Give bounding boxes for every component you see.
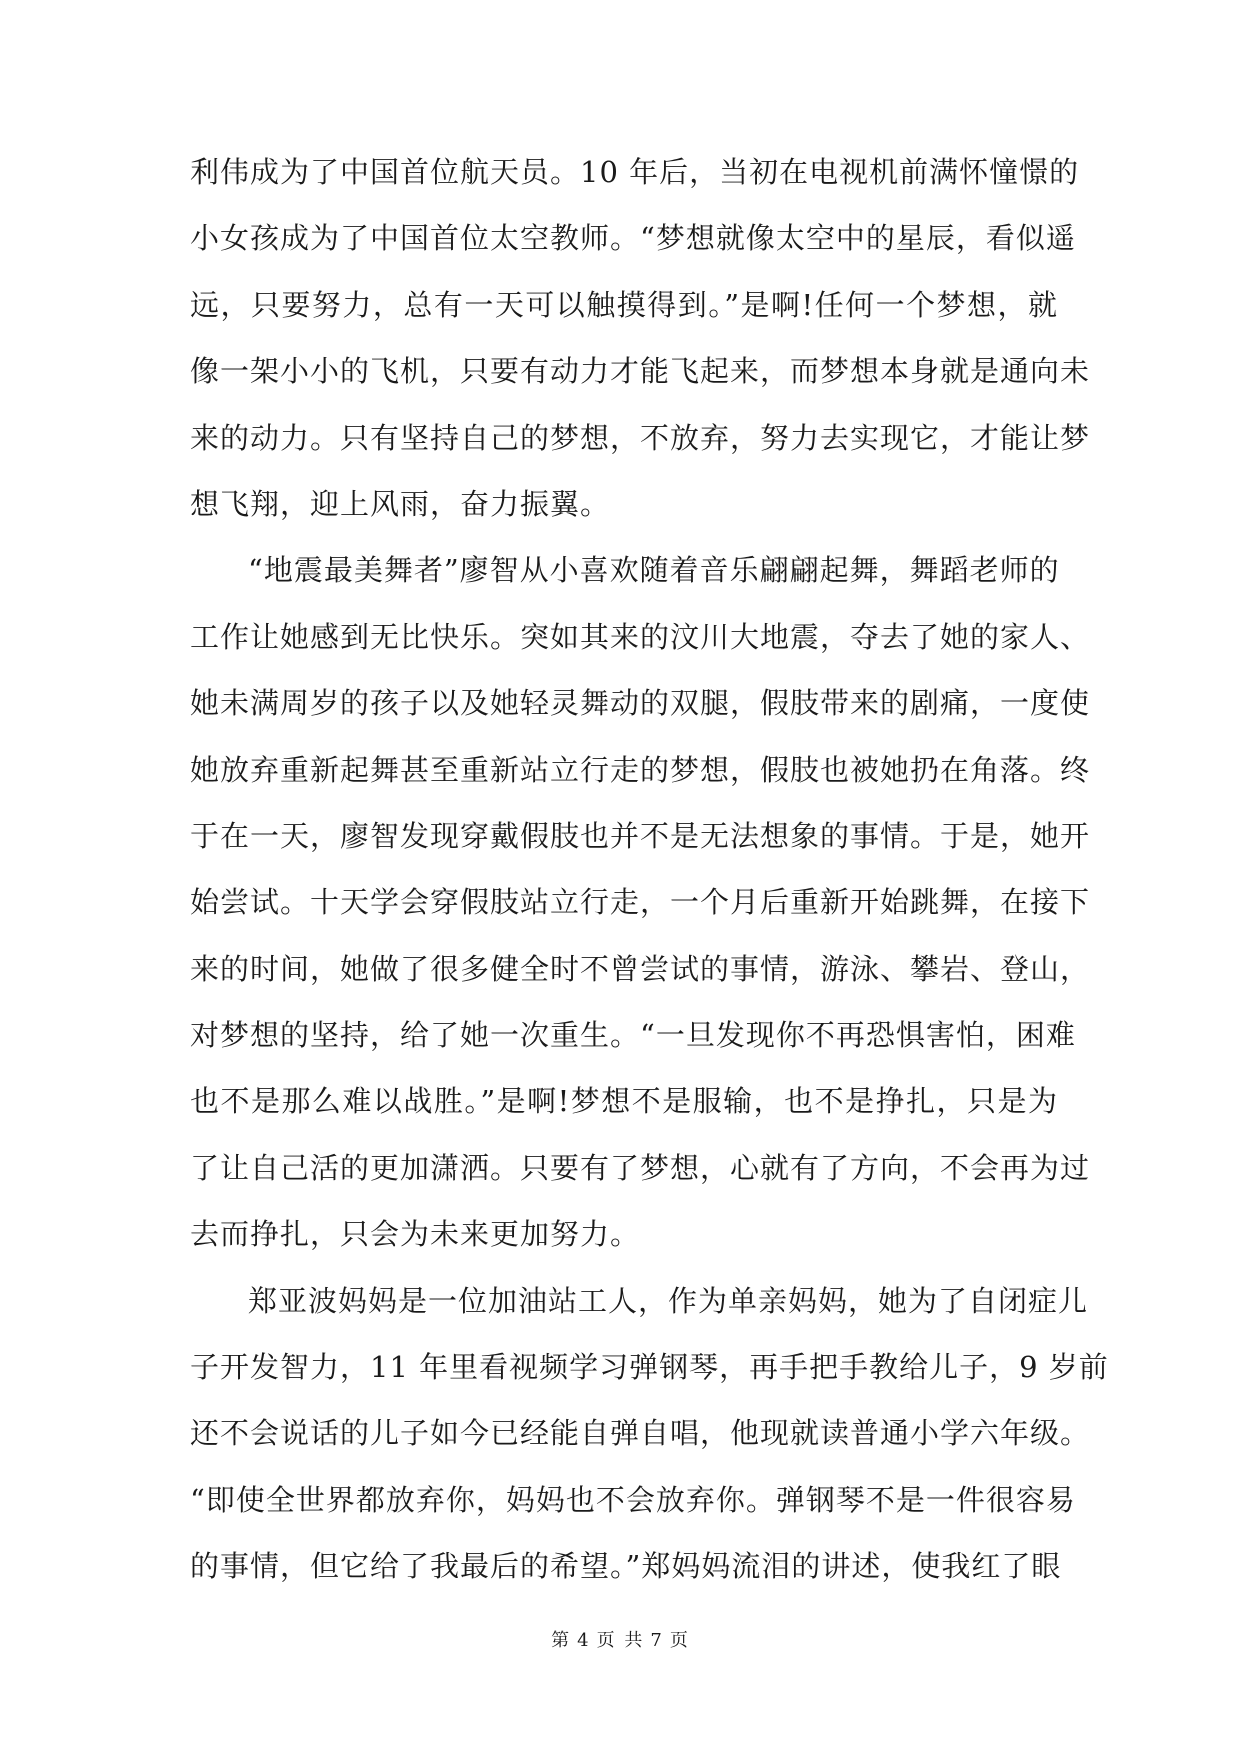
text-line: “即使全世界都放弃你，妈妈也不会放弃你。弹钢琴不是一件很容易: [190, 1482, 1076, 1517]
paragraph-3: [190, 1281, 1109, 1613]
text-line: 于在一天，廖智发现穿戴假肢也并不是无法想象的事情。于是，她开: [190, 818, 1091, 853]
text-line: 她未满周岁的孩子以及她轻灵舞动的双腿，假肢带来的剧痛，一度使: [190, 686, 1091, 721]
text-line: 郑亚波妈妈是一位加油站工人，作为单亲妈妈，她为了自闭症儿: [248, 1283, 1089, 1318]
text-line: 来的时间，她做了很多健全时不曾尝试的事情，游泳、攀岩、登山，: [190, 951, 1091, 986]
paragraph-1: [190, 152, 1091, 550]
paragraph-2: [190, 550, 1091, 1280]
total-pages-number: 7: [650, 1630, 664, 1651]
text-line: 的事情，但它给了我最后的希望。”郑妈妈流泪的讲述，使我红了眼: [190, 1549, 1062, 1584]
text-line: 小女孩成为了中国首位太空教师。“梦想就像太空中的星辰，看似遥: [190, 221, 1076, 256]
text-line: 还不会说话的儿子如今已经能自弹自唱，他现就读普通小学六年级。: [190, 1416, 1091, 1451]
text-line: 她放弃重新起舞甚至重新站立行走的梦想，假肢也被她扔在角落。终: [190, 752, 1091, 787]
text-line: 工作让她感到无比快乐。突如其来的汶川大地震，夺去了她的家人、: [190, 619, 1091, 654]
footer-prefix: 第: [551, 1630, 572, 1651]
text-line: 去而挣扎，只会为未来更加努力。: [190, 1217, 641, 1252]
text-line: 像一架小小的飞机，只要有动力才能飞起来，而梦想本身就是通向未: [190, 354, 1091, 389]
text-line: 来的动力。只有坚持自己的梦想，不放弃，努力去实现它，才能让梦: [190, 420, 1091, 455]
text-line: 利伟成为了中国首位航天员。10 年后，当初在电视机前满怀憧憬的: [190, 155, 1080, 189]
text-line: 想飞翔，迎上风雨，奋力振翼。: [190, 486, 611, 521]
footer-suffix: 页: [669, 1630, 690, 1651]
text-line: 了让自己活的更加潇洒。只要有了梦想，心就有了方向，不会再为过: [190, 1150, 1091, 1185]
text-line: 子开发智力，11 年里看视频学习弹钢琴，再手把手教给儿子，9 岁前: [190, 1350, 1109, 1385]
text-line: “地震最美舞者”廖智从小喜欢随着音乐翩翩起舞，舞蹈老师的: [248, 553, 1060, 588]
page-footer: [0, 1626, 1241, 1652]
text-line: 远，只要努力，总有一天可以触摸得到。”是啊!任何一个梦想，就: [190, 287, 1058, 322]
text-line: 也不是那么难以战胜。”是啊!梦想不是服输，也不是挣扎，只是为: [190, 1084, 1058, 1119]
text-line: 对梦想的坚持，给了她一次重生。“一旦发现你不再恐惧害怕，困难: [190, 1018, 1076, 1053]
footer-middle: 页 共: [596, 1630, 645, 1651]
body-text: [190, 152, 1109, 1613]
text-line: 始尝试。十天学会穿假肢站立行走，一个月后重新开始跳舞，在接下: [190, 885, 1091, 920]
current-page-number: 4: [577, 1630, 591, 1651]
